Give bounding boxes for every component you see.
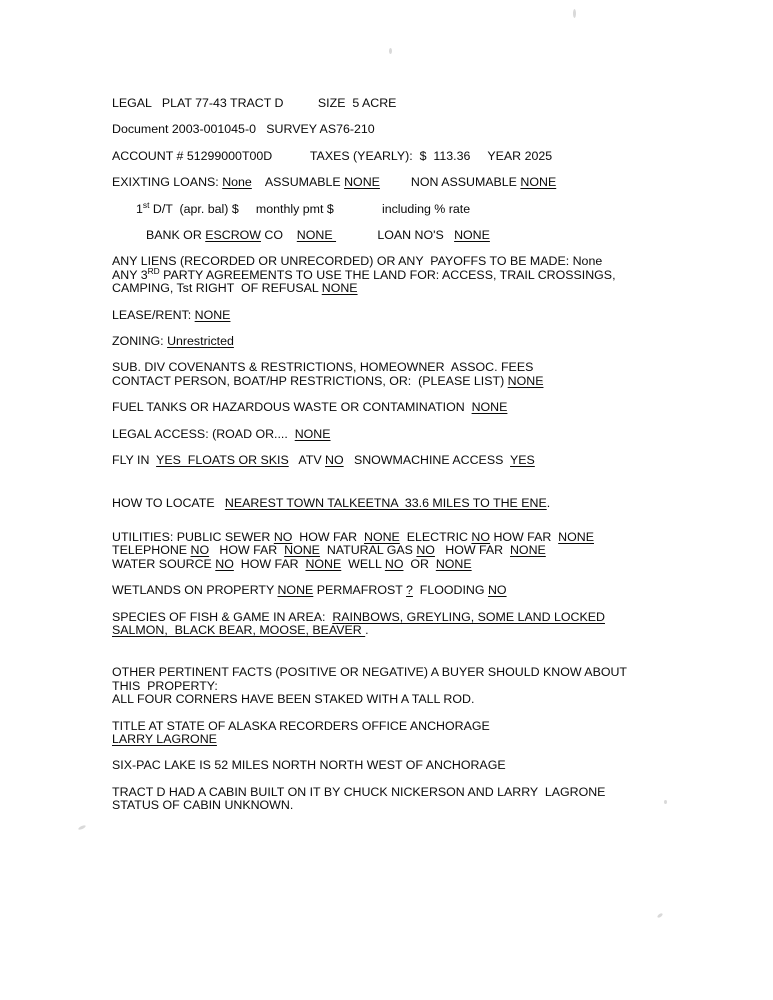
utilities-howfar1-value: NONE bbox=[364, 529, 400, 544]
how-to-locate-label: HOW TO LOCATE bbox=[112, 495, 225, 510]
legal-access-row bbox=[112, 428, 672, 440]
flooding-label: FLOODING bbox=[412, 583, 488, 598]
third-party-row bbox=[112, 265, 672, 282]
utilities-electric-label: ELECTRIC bbox=[399, 529, 472, 544]
water-howfar-label: HOW FAR bbox=[233, 556, 306, 571]
subdiv-row1: SUB. DIV COVENANTS & RESTRICTIONS, HOMEOWNER ASSOC. FEES bbox=[112, 360, 534, 375]
legal-access-label: LEGAL ACCESS: (ROAD OR.... bbox=[112, 426, 295, 441]
how-to-locate-value: NEAREST TOWN TALKEETNA 33.6 MILES TO THE ENE bbox=[224, 495, 547, 510]
third-party-text2: CAMPING, Tst RIGHT OF REFUSAL bbox=[112, 281, 322, 296]
atv-value: NO bbox=[325, 453, 344, 468]
size-label: SIZE 5 ACRE bbox=[317, 96, 397, 110]
species-row2 bbox=[112, 624, 672, 636]
fly-in-label: FLY IN bbox=[112, 453, 157, 468]
fuel-value: NONE bbox=[471, 400, 508, 415]
title-at-row2 bbox=[112, 733, 672, 745]
telephone-howfar-label: HOW FAR bbox=[209, 543, 285, 558]
non-assumable-label: NON ASSUMABLE bbox=[410, 175, 517, 190]
water-row bbox=[112, 558, 672, 570]
scan-speck bbox=[389, 48, 392, 54]
subdiv-row2 bbox=[112, 375, 672, 387]
flooding-value: NO bbox=[487, 583, 507, 598]
existing-loans-value: None bbox=[222, 175, 252, 190]
recorder-name: LARRY LAGRONE bbox=[112, 731, 217, 746]
document-survey-row: Document 2003-001045-0 SURVEY AS76-210 bbox=[112, 122, 375, 137]
tract-cabin-row1: TRACT D HAD A CABIN BUILT ON IT BY CHUCK NICKERSON AND LARRY LAGRONE bbox=[112, 784, 606, 799]
dt-ordinal: 1 bbox=[136, 201, 143, 216]
lease-rent-value: NONE bbox=[194, 307, 231, 322]
natgas-howfar-value: NONE bbox=[509, 543, 546, 558]
other-facts-row2: THIS PROPERTY: bbox=[112, 678, 218, 693]
dt-ordinal-suffix: st bbox=[142, 199, 150, 210]
year-value: YEAR 2025 bbox=[487, 148, 553, 163]
document-body bbox=[112, 78, 672, 826]
telephone-howfar-value: NONE bbox=[284, 543, 320, 558]
taxes-value: $ 113.36 bbox=[419, 148, 471, 163]
fly-in-value: YES FLOATS OR SKIS bbox=[156, 453, 289, 468]
legal-access-value: NONE bbox=[294, 426, 331, 441]
lease-rent-label: LEASE/RENT: bbox=[112, 307, 195, 322]
species-label: SPECIES OF FISH & GAME IN AREA: bbox=[112, 609, 333, 624]
natgas-value: NO bbox=[416, 543, 435, 558]
subdiv-value: NONE bbox=[507, 373, 544, 388]
well-value: NO bbox=[384, 556, 404, 571]
escrow-word: ESCROW bbox=[205, 228, 261, 243]
third-party-value: NONE bbox=[321, 281, 358, 296]
atv-label: ATV bbox=[298, 453, 326, 468]
third-party-prefix: ANY 3 bbox=[112, 267, 148, 282]
wetlands-label: WETLANDS ON PROPERTY bbox=[112, 583, 278, 598]
subdiv-label2: CONTACT PERSON, BOAT/HP RESTRICTIONS, OR: (PLEASE LIST) bbox=[112, 373, 508, 388]
scan-speck bbox=[78, 824, 87, 830]
water-howfar-value: NONE bbox=[305, 556, 342, 571]
telephone-row bbox=[112, 544, 672, 556]
bank-value: NONE bbox=[296, 228, 337, 243]
fly-in-row bbox=[112, 454, 672, 466]
wetlands-value: NONE bbox=[277, 583, 314, 598]
water-value: NO bbox=[215, 556, 234, 571]
account-row bbox=[112, 150, 672, 162]
scan-speck bbox=[657, 913, 664, 919]
utilities-howfar2-value: NONE bbox=[558, 529, 594, 544]
species-value1: RAINBOWS, GREYLING, SOME LAND LOCKED bbox=[332, 609, 605, 624]
assumable-value: NONE bbox=[344, 175, 380, 190]
zoning-value: Unrestricted bbox=[167, 334, 234, 349]
existing-loans-label: EXIXTING LOANS: bbox=[112, 175, 219, 190]
other-facts-row1: OTHER PERTINENT FACTS (POSITIVE OR NEGATIVE) A BUYER SHOULD KNOW ABOUT bbox=[112, 665, 627, 680]
non-assumable-value: NONE bbox=[520, 175, 557, 190]
permafrost-value: ? bbox=[406, 583, 413, 598]
well-label: WELL bbox=[341, 556, 385, 571]
or-label: OR bbox=[403, 556, 436, 571]
utilities-row bbox=[112, 531, 672, 543]
permafrost-label: PERMAFROST bbox=[313, 583, 407, 598]
utilities-electric-value: NO bbox=[471, 529, 491, 544]
species-row1 bbox=[112, 611, 672, 623]
title-at-row1: TITLE AT STATE OF ALASKA RECORDERS OFFICE ANCHORAGE bbox=[112, 718, 490, 733]
dt-row bbox=[112, 199, 672, 216]
legal-row bbox=[112, 97, 672, 109]
bank-co: CO bbox=[260, 228, 284, 243]
utilities-howfar1-label: HOW FAR bbox=[292, 529, 364, 544]
snowmachine-label: SNOWMACHINE ACCESS bbox=[353, 453, 511, 468]
natgas-howfar-label: HOW FAR bbox=[434, 543, 510, 558]
lease-rent-row bbox=[112, 309, 672, 321]
zoning-label: ZONING: bbox=[112, 334, 168, 349]
existing-loans-row bbox=[112, 176, 672, 188]
scan-speck bbox=[573, 9, 576, 18]
bank-label: BANK OR bbox=[146, 228, 206, 243]
third-party-ordinal: RD bbox=[147, 265, 160, 276]
natgas-label: NATURAL GAS bbox=[319, 543, 417, 558]
third-party-row2 bbox=[112, 282, 672, 294]
species-value2: SALMON, BLACK BEAR, MOOSE, BEAVER bbox=[112, 622, 366, 637]
liens-row: ANY LIENS (RECORDED OR UNRECORDED) OR ANY PAYOFFS TO BE MADE: None bbox=[112, 254, 603, 269]
loan-nos-value: NONE bbox=[454, 228, 490, 243]
zoning-row bbox=[112, 335, 672, 347]
legal-label: LEGAL PLAT 77-43 TRACT D bbox=[112, 96, 284, 110]
utilities-sewer-value: NO bbox=[273, 529, 293, 544]
sixpac-location-row: SIX-PAC LAKE IS 52 MILES NORTH NORTH WEST OF ANCHORAGE bbox=[112, 758, 506, 773]
third-party-text: PARTY AGREEMENTS TO USE THE LAND FOR: ACCESS, TRAIL CROSSINGS, bbox=[159, 267, 616, 282]
bank-escrow-row bbox=[112, 229, 672, 241]
assumable-label: ASSUMABLE bbox=[264, 175, 341, 190]
or-value: NONE bbox=[435, 556, 472, 571]
other-facts-row3: ALL FOUR CORNERS HAVE BEEN STAKED WITH A TALL ROD. bbox=[112, 692, 475, 707]
dt-rest: D/T (apr. bal) $ monthly pmt $ including % rate bbox=[149, 201, 471, 216]
loan-nos-label: LOAN NO'S bbox=[377, 228, 444, 243]
fuel-label: FUEL TANKS OR HAZARDOUS WASTE OR CONTAMINATION bbox=[112, 400, 472, 415]
account-label: ACCOUNT # 51299000T00D bbox=[112, 148, 273, 163]
how-to-locate-end: . bbox=[546, 495, 551, 510]
species-end: . bbox=[365, 622, 369, 637]
water-label: WATER SOURCE bbox=[112, 556, 216, 571]
snowmachine-value: YES bbox=[510, 453, 535, 468]
utilities-howfar2-label: HOW FAR bbox=[490, 529, 559, 544]
wetlands-row bbox=[112, 584, 672, 596]
how-to-locate-row bbox=[112, 497, 672, 509]
fuel-row bbox=[112, 401, 672, 413]
telephone-label: TELEPHONE bbox=[112, 543, 191, 558]
taxes-label: TAXES (YEARLY): bbox=[309, 148, 413, 163]
utilities-label: UTILITIES: PUBLIC SEWER bbox=[112, 529, 274, 544]
telephone-value: NO bbox=[190, 543, 210, 558]
tract-cabin-row2: STATUS OF CABIN UNKNOWN. bbox=[112, 798, 294, 813]
